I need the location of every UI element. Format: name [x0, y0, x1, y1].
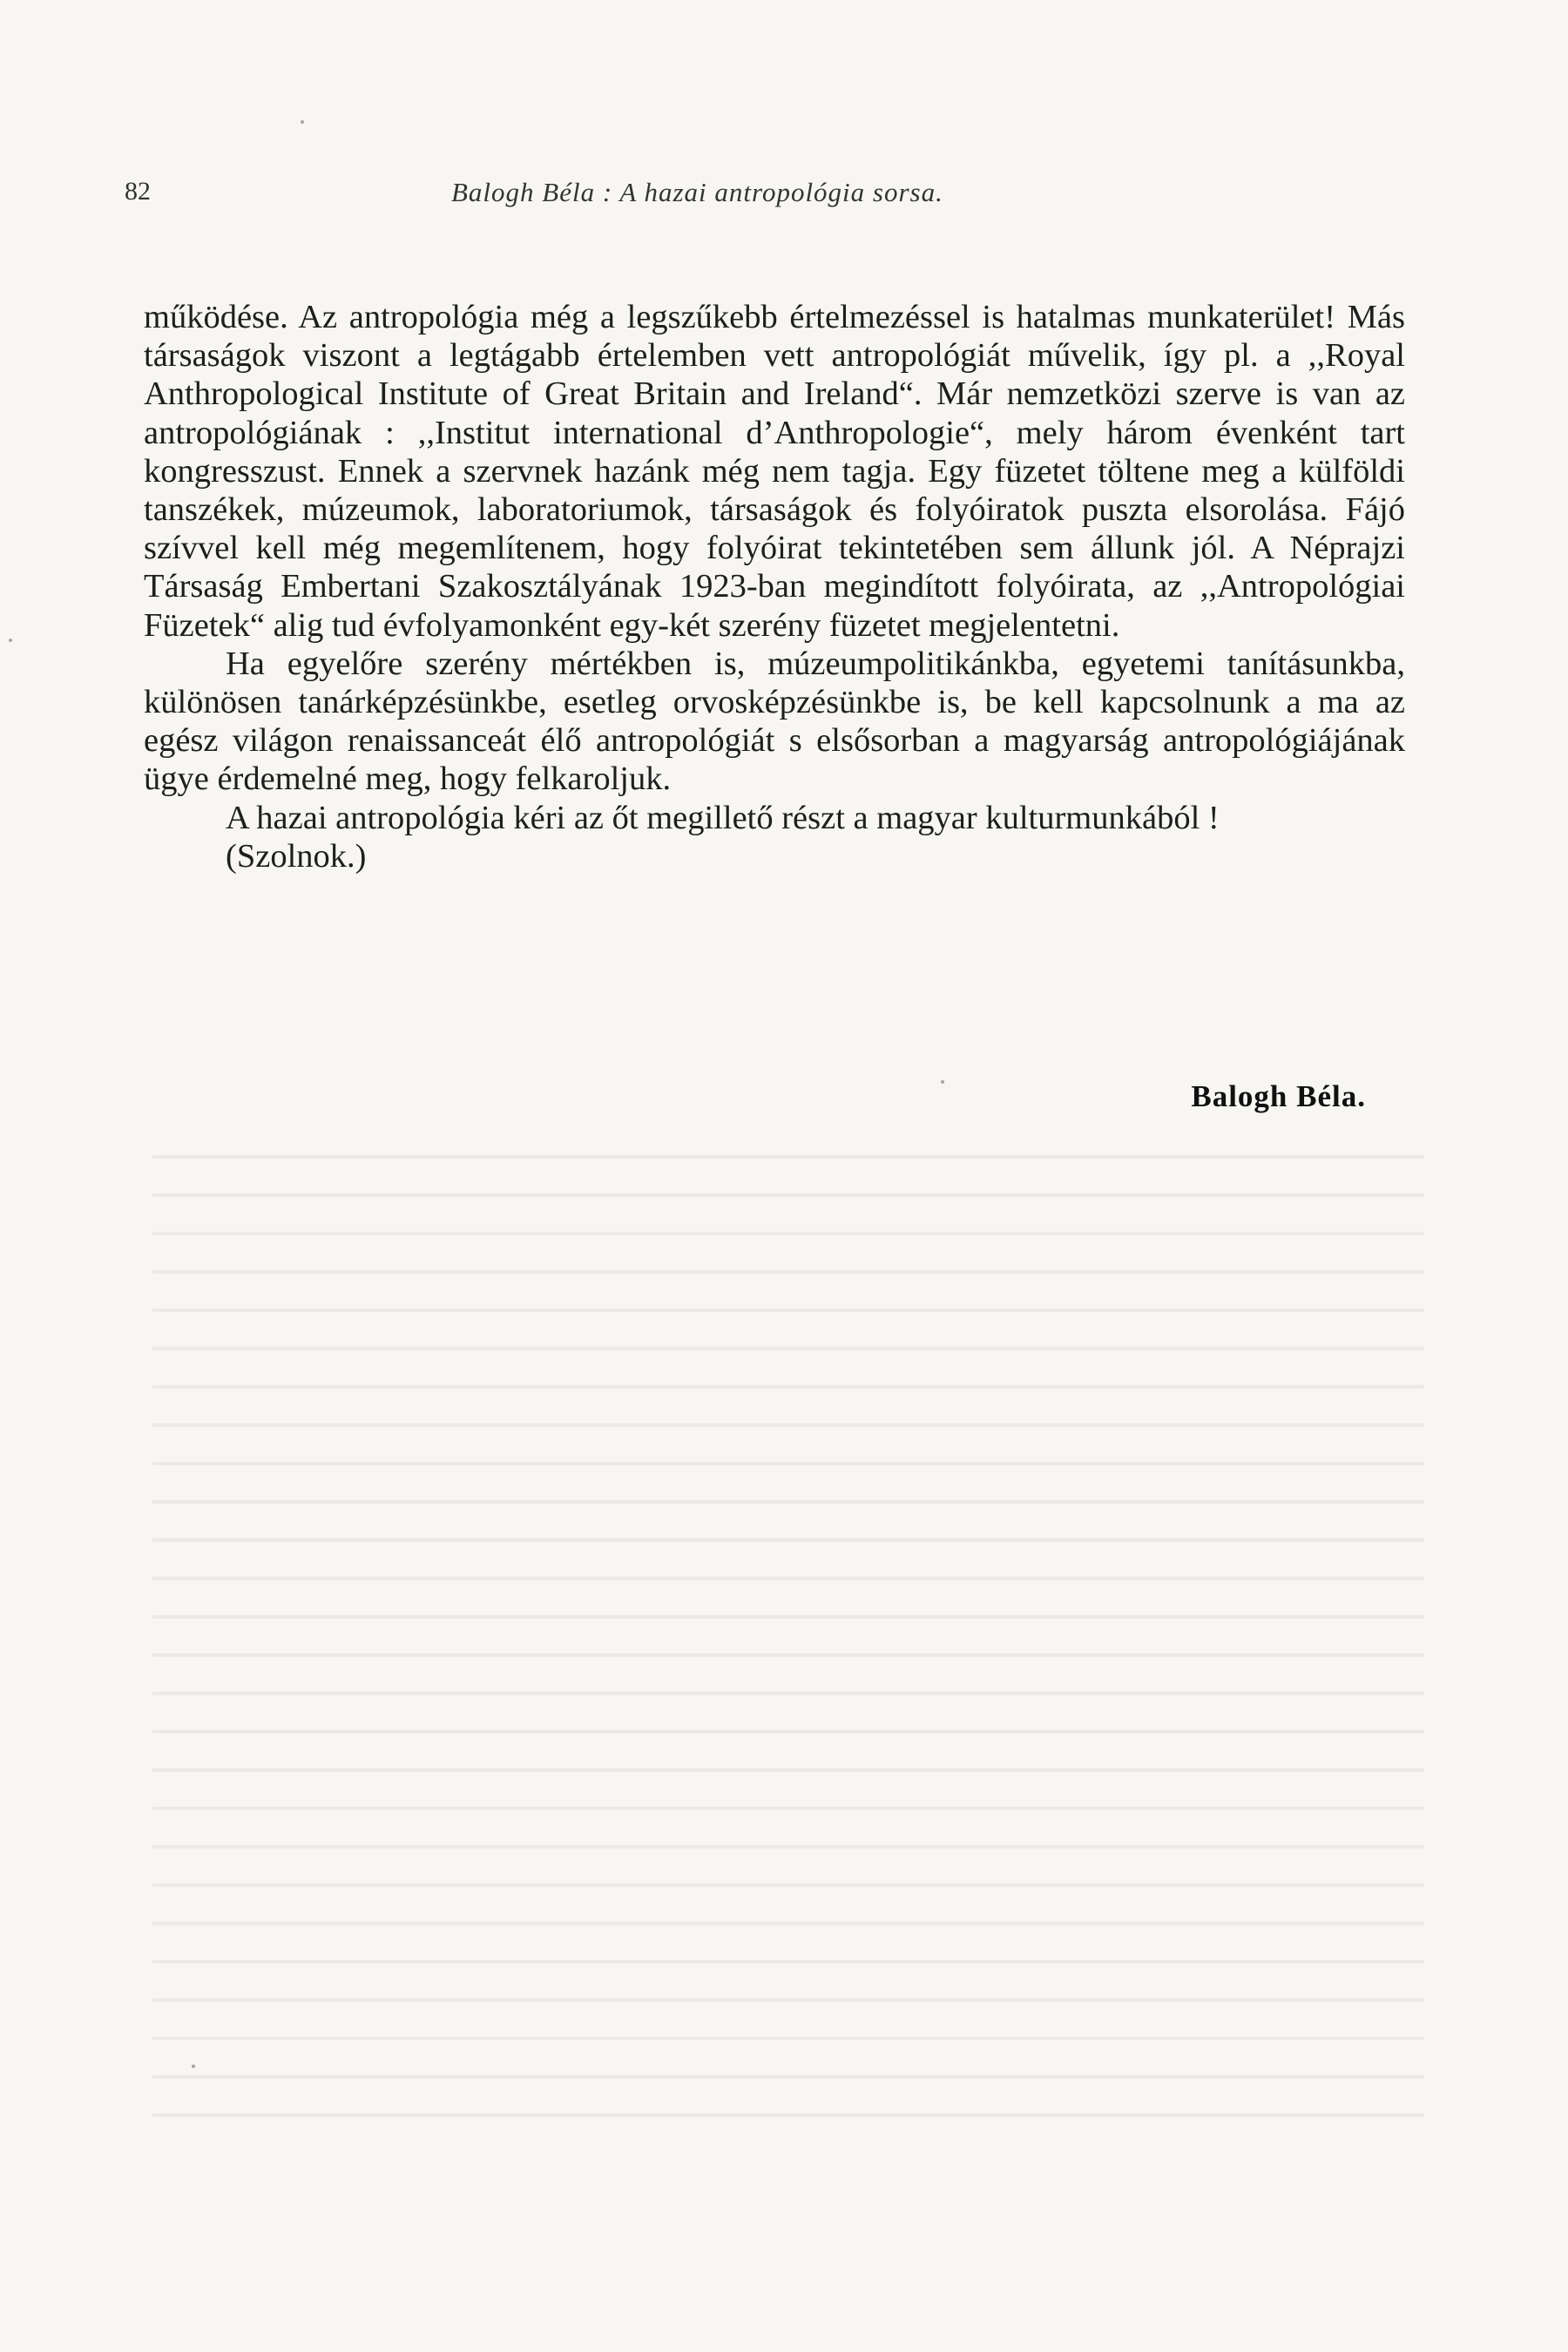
- running-title: Balogh Béla : A hazai antropológia sorsa.: [451, 177, 943, 207]
- place-line: (Szolnok.): [226, 837, 367, 875]
- paper-speck: [192, 2065, 195, 2068]
- paragraph: A hazai antropológia kéri az őt megillető részt a magyar kulturmunkából !: [226, 799, 1220, 836]
- page-header: [125, 177, 1126, 215]
- reverse-side-bleed-through: [152, 1132, 1424, 2117]
- paper-speck: [301, 120, 304, 124]
- body-text: [144, 298, 1405, 875]
- paper-speck: [9, 639, 12, 642]
- paragraph: működése. Az antropológia még a legszűkebb értelmezéssel is hatalmas munkaterület! Más társaságok viszont a legtágabb értelemben vett antropológiát művelik, így pl. a ,,Royal Anthropological Institute of Great Britain and Ireland“. Már nemzetközi szerve is van az antropológiának : ,,Institut international d’Anthropologie“, mely három évenként tart kongresszust. Ennek a szervnek hazánk még nem tagja. Egy füzetet töltene meg a külföldi tanszékek, múzeumok, laboratoriumok, társaságok és folyóiratok puszta elsorolása. Fájó szívvel kell még megemlítenem, hogy folyóirat tekintetében sem állunk jól. A Néprajzi Társaság Embertani Szakosztályának 1923-ban megindított folyóirata, az ,,Antropológiai Füzetek“ alig tud évfolyamonként egy-két szerény füzetet megjelentetni.: [144, 299, 1405, 644]
- page-number: 82: [125, 177, 151, 206]
- author-signature: Balogh Béla.: [1191, 1079, 1366, 1113]
- paper-speck: [941, 1080, 944, 1084]
- paragraph: Ha egyelőre szerény mértékben is, múzeumpolitikánkba, egyetemi tanításunkba, különösen tanárképzésünkbe, esetleg orvosképzésünkbe is, be kell kapcsolnunk a ma az egész világon renaissanceát élő antropológiát s elsősorban a magyarság antropológiájának ügye érdemelné meg, hogy felkaroljuk.: [144, 645, 1405, 798]
